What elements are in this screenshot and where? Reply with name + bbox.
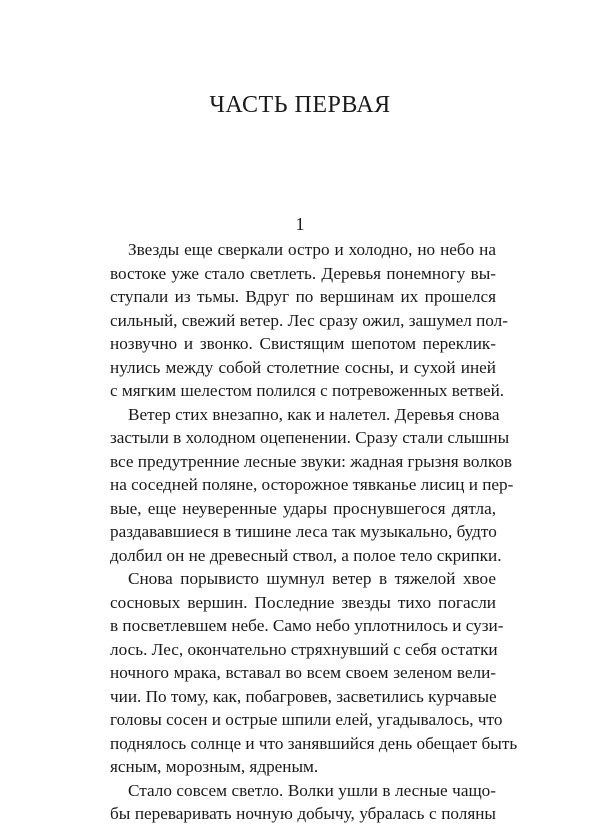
text-line: раздававшиеся в тишине леса так музыкально, будто [110, 522, 497, 541]
text-line: сильный, свежий ветер. Лес сразу ожил, зашумел пол- [110, 310, 508, 330]
text-line: востоке уже стало светлеть. Деревья понемногу вы- [110, 263, 496, 283]
text-line: долбил он не древесный ствол, а полое тело скрипки. [110, 545, 502, 565]
text-line: вые, еще неуверенные удары проснувшегося дятла, [110, 498, 496, 518]
text-line: ступали из тьмы. Вдруг по вершинам их прошелся [110, 287, 496, 306]
text-line: все предутренние лесные звуки: жадная грызня волков [110, 451, 513, 471]
text-line: Ветер стих внезапно, как и налетел. Деревья снова [128, 404, 500, 424]
part-title: ЧАСТЬ ПЕРВАЯ [209, 92, 391, 118]
chapter-number: 1 [295, 214, 305, 234]
text-line: с мягким шелестом полился с потревоженных ветвей. [110, 381, 505, 400]
text-line: Стало совсем светло. Волки ушли в лесные чащо- [128, 780, 496, 800]
text-line: чии. По тому, как, побагровев, засветились курчавые [110, 686, 497, 706]
text-line: головы сосен и острые шпили елей, угадывалось, что [110, 710, 503, 729]
text-line: сосновых вершин. Последние звезды тихо погасли [110, 592, 496, 612]
text-line: поднялось солнце и что занявшийся день обещает быть [110, 733, 518, 753]
text-line: Звезды еще сверкали остро и холодно, но небо на [128, 240, 496, 259]
text-line: бы переваривать ночную добычу, убралась с поляны [110, 804, 496, 823]
text-line: застыли в холодном оцепенении. Сразу стали слышны [110, 428, 510, 447]
text-line: в посветлевшем небе. Само небо уплотнилось и сузи- [110, 616, 504, 635]
text-line: нулись между собой столетние сосны, и сухой иней [110, 357, 496, 377]
text-line: лось. Лес, окончательно стряхнувший с себя остатки [110, 639, 498, 659]
text-line: Снова порывисто шумнул ветер в тяжелой хвое [128, 569, 496, 588]
text-line: нозвучно и звонко. Свистящим шепотом переклик- [110, 334, 496, 353]
text-line: ясным, морозным, ядреным. [110, 757, 319, 776]
text-line: ночного мрака, вставал во всем своем зеленом вели- [110, 663, 496, 682]
text-line: на соседней поляне, осторожное тявканье лисиц и пер- [110, 475, 514, 494]
body-text [110, 238, 518, 826]
